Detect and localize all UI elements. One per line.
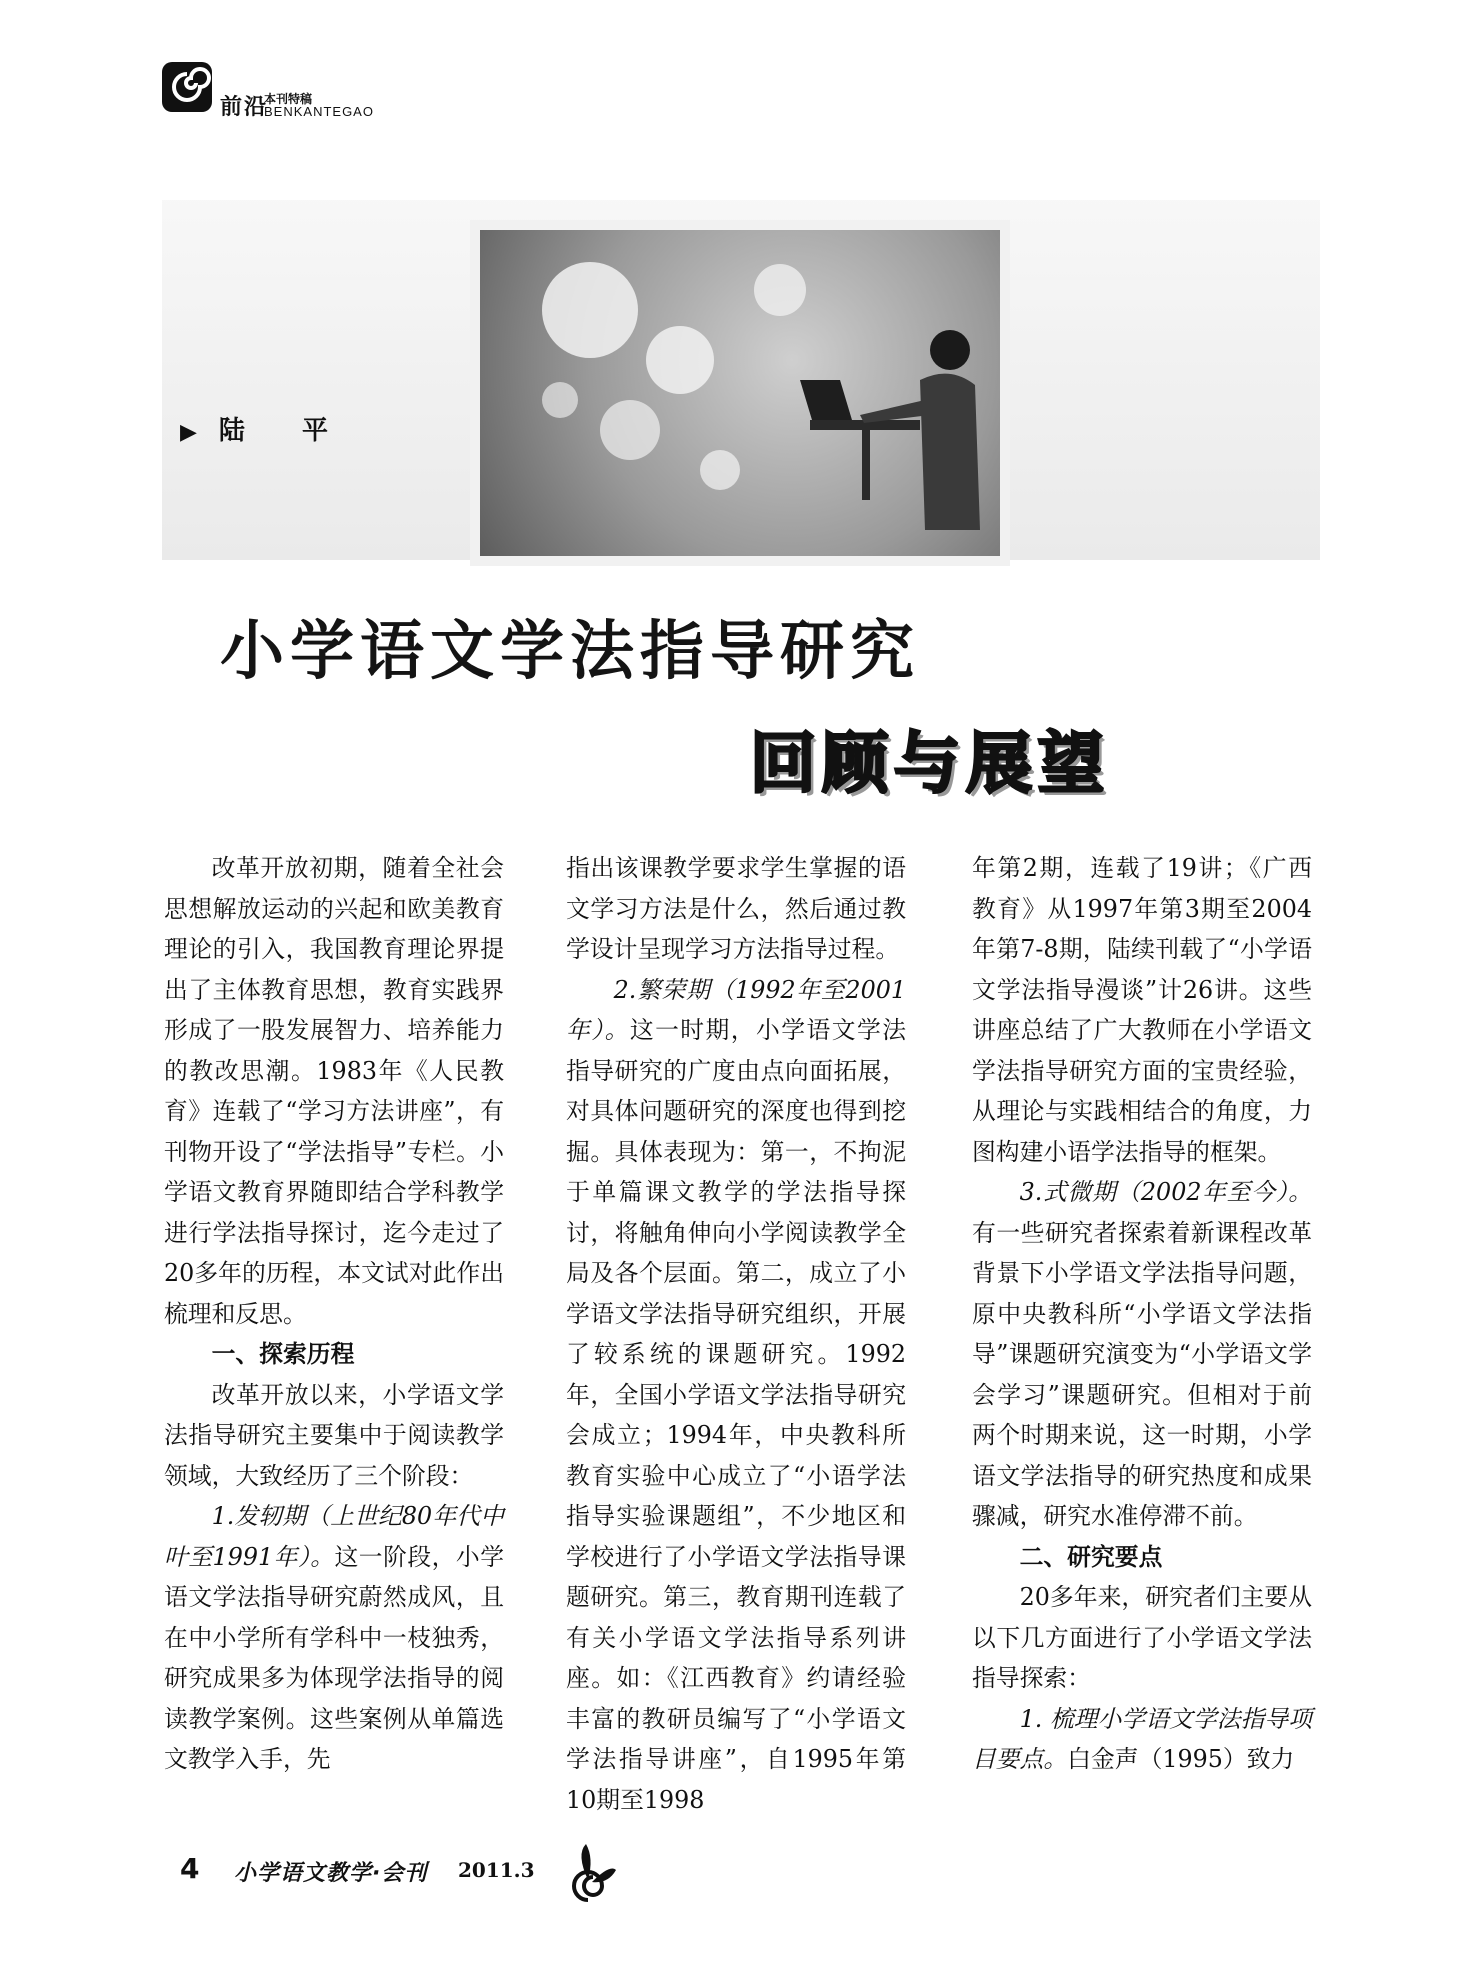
paragraph: 年第2期，连载了19讲；《广西教育》从1997年第3期至2004年第7-8期，陆续刊载了“小学语文学法指导漫谈”计26讲。这些讲座总结了广大教师在小学语文学法指导研究方面的宝贵经验，从理论与实践相结合的角度，力图构建小语学法指导的框架。	[972, 854, 1312, 1166]
text-column-2	[566, 848, 906, 1820]
section-pinyin: BENKANTEGAO	[264, 104, 374, 119]
sprout-ornament-icon	[558, 1840, 618, 1910]
journal-name: 小学语文教学·会刊	[234, 1861, 428, 1886]
paragraph	[972, 1699, 1312, 1780]
paragraph-text: 有一些研究者探索着新课程改革背景下小学语文学法指导问题，原中央教科所“小学语文学法指导”课题研究演变为“小学语文学会学习”课题研究。但相对于前两个时期来说，这一时期，小学语文学法指导的研究热度和成果骤减，研究水准停滞不前。	[972, 1218, 1312, 1530]
page-footer	[180, 1840, 680, 1910]
paragraph	[972, 1172, 1312, 1537]
section-heading: 二、研究要点	[1019, 1542, 1163, 1571]
article-title: 小学语文学法指导研究	[220, 615, 920, 689]
teacher-laptop-illustration	[480, 230, 1000, 556]
issue-number: 2011.3	[458, 1858, 535, 1882]
text-column-3	[972, 848, 1312, 1780]
phase-label: 1.发轫期（上世纪80年代中叶至1991年）。	[164, 1502, 504, 1571]
paragraph: 20多年来，研究者们主要从以下几方面进行了小学语文学法指导探索：	[972, 1583, 1312, 1692]
paragraph-text: 这一时期，小学语文学法指导研究的广度由点向面拓展，对具体问题研究的深度也得到挖掘。具体表现为：第一，不拘泥于单篇课文教学的学法指导探讨，将触角伸向小学阅读教学全局及各个层面。第二，成立了小学语文学法指导研究组织，开展了较系统的课题研究。1992年，全国小学语文学法指导研究会成立；1994年，中央教科所教育实验中心成立了“小语学法指导实验课题组”，不少地区和学校进行了小学语文学法指导课题研究。第三，教育期刊连载了有关小学语文学法指导系列讲座。如：《江西教育》约请经验丰富的教研员编写了“小学语文学法指导讲座”，自1995年第10期至1998	[566, 1016, 907, 1814]
paragraph-text: 白金声（1995）致力	[1067, 1745, 1295, 1773]
section-heading: 一、探索历程	[211, 1340, 355, 1368]
paragraph	[566, 970, 906, 1821]
section-label: 前沿	[220, 95, 269, 120]
section-tag: 本刊特稿	[264, 92, 313, 106]
article-subtitle: 回顾与展望	[750, 725, 1110, 802]
author-byline	[180, 410, 352, 447]
page-number: 4	[180, 1852, 200, 1885]
phase-label: 1. 梳理小学语文学法指导项目要点。	[972, 1704, 1312, 1773]
text-column-1	[164, 848, 504, 1780]
paragraph: 指出该课教学要求学生掌握的语文学习方法是什么，然后通过教学设计呈现学习方法指导过程。	[566, 854, 906, 963]
paragraph-text: 这一阶段，小学语文学法指导研究蔚然成风，且在中小学所有学科中一枝独秀，研究成果多为体现学法指导的阅读教学案例。这些案例从单篇选文教学入手，先	[164, 1542, 504, 1773]
spiral-logo-icon	[160, 60, 214, 114]
phase-label: 2.繁荣期（1992年至2001年）。	[566, 975, 906, 1044]
phase-label: 3.式微期（2002年至今）。	[1019, 1178, 1312, 1206]
paragraph: 改革开放初期，随着全社会思想解放运动的兴起和欧美教育理论的引入，我国教育理论界提出了主体教育思想，教育实践界形成了一股发展智力、培养能力的教改思潮。1983年《人民教育》连载了“学习方法讲座”，有刊物开设了“学法指导”专栏。小学语文教育界随即结合学科教学进行学法指导探讨，迄今走过了20多年的历程，本文试对此作出梳理和反思。	[164, 854, 504, 1328]
page-header	[160, 60, 560, 120]
paragraph: 改革开放以来，小学语文学法指导研究主要集中于阅读教学领域，大致经历了三个阶段：	[164, 1380, 504, 1490]
triangle-arrow-icon: ▶	[180, 420, 197, 445]
banner-photo	[470, 220, 1010, 566]
paragraph	[164, 1496, 504, 1780]
author-name: 陆 平	[218, 416, 352, 446]
